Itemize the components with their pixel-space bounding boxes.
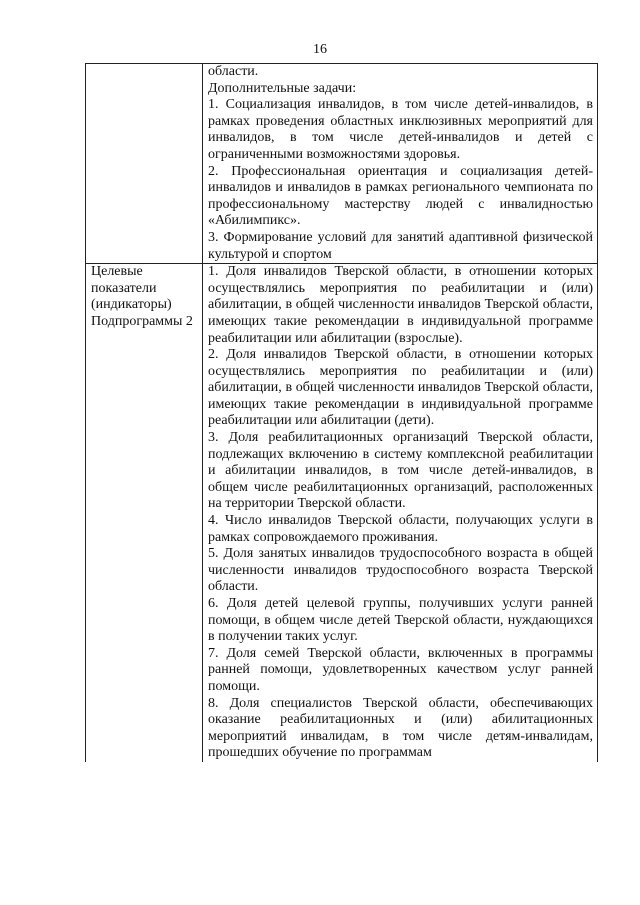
content-paragraph: 2. Профессиональная ориентация и социализация детей-инвалидов и инвалидов в рамках регионального чемпионата по профессиональному мастерству людей с инвалидностью «Абилимпикс».: [208, 163, 593, 229]
row-label-line: показатели: [91, 280, 157, 296]
content-paragraph: 3. Доля реабилитационных организаций Тверской области, подлежащих включению в систему комплексной реабилитации и абилитации инвалидов, в том числе детей-инвалидов, в общем числе реабилитационных организаций, расположенных на территории Тверской области.: [208, 430, 593, 512]
content-paragraph: 1. Социализация инвалидов, в том числе детей-инвалидов, в рамках проведения областных инклюзивных мероприятий для инвалидов, в том числе детей-инвалидов и детей с ограниченными возможностями здоровья.: [208, 97, 593, 162]
content-paragraph: 6. Доля детей целевой группы, получивших услуги ранней помощи, в общем числе детей Тверской области, нуждающихся в получении таких услуг.: [208, 596, 593, 645]
content-paragraph: 2. Доля инвалидов Тверской области, в отношении которых осуществлялись мероприятия по реабилитации и (или) абилитации, в общей численности инвалидов Тверской области, имеющих такие рекомендации в индивидуальной программе реабилитации или абилитации (дети).: [208, 347, 593, 429]
row-label-line: Подпрограммы 2: [91, 313, 193, 329]
content-paragraph: 1. Доля инвалидов Тверской области, в отношении которых осуществлялись мероприятия по реабилитации и (или) абилитации, в общей численности инвалидов Тверской области, имеющих такие рекомендации в индивидуальной программе реабилитации или абилитации (взрослые).: [208, 264, 593, 346]
content-paragraph: 4. Число инвалидов Тверской области, получающих услуги в рамках сопровождаемого проживания.: [208, 513, 593, 545]
content-paragraph: 3. Формирование условий для занятий адаптивной физической культурой и спортом: [208, 229, 593, 262]
content-paragraph: Дополнительные задачи:: [208, 80, 357, 96]
table-row: [86, 64, 598, 264]
content-paragraph: 5. Доля занятых инвалидов трудоспособного возраста в общей численности инвалидов трудоспособного возраста Тверской области.: [208, 546, 593, 595]
content-paragraph: 7. Доля семей Тверской области, включенных в программы ранней помощи, удовлетворенных качеством услуг ранней помощи.: [208, 645, 593, 694]
row-label-line: (индикаторы): [91, 297, 172, 313]
table-row: [86, 264, 598, 762]
page-number: 16: [313, 42, 327, 57]
content-paragraph: области.: [208, 64, 259, 79]
row-content-cell: [203, 264, 598, 762]
program-table: [85, 63, 598, 762]
row-label-cell: [86, 64, 203, 264]
row-content-cell: [203, 64, 598, 264]
content-paragraph: 8. Доля специалистов Тверской области, обеспечивающих оказание реабилитационных и (или) абилитационных мероприятий инвалидам, в том числе детям-инвалидам, прошедших обучение по программам: [208, 695, 593, 761]
row-label-cell: [86, 264, 203, 762]
row-label-line: Целевые: [91, 264, 143, 280]
